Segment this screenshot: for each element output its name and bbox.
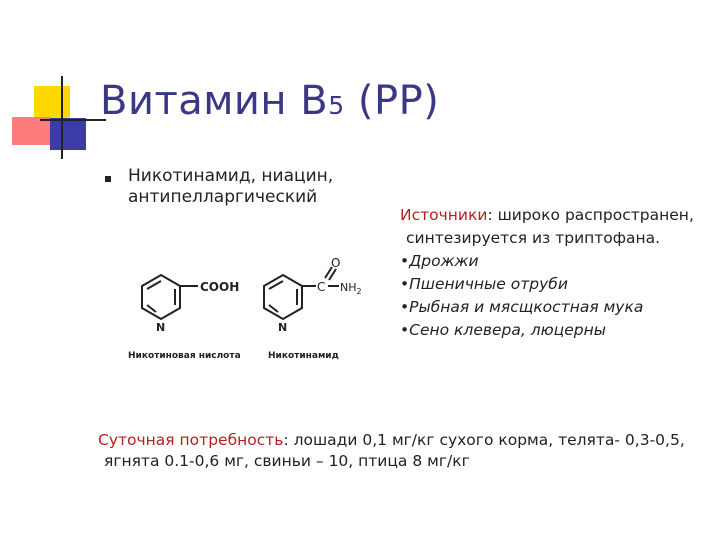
title-rest: (РР) — [344, 78, 440, 124]
source-item — [400, 273, 718, 296]
decor-vertical-line — [61, 76, 63, 159]
daily-line-1 — [98, 430, 713, 451]
sources-block — [400, 204, 718, 342]
sources-label: Источники — [400, 206, 488, 224]
source-item-text: Рыбная и мясщкостная мука — [409, 298, 644, 316]
caption-nicotinic-acid: Никотиновая нислота — [128, 351, 241, 361]
acid-group-label: COOH — [200, 280, 240, 294]
source-bullet: • — [400, 321, 410, 339]
nicotinamide-structure — [264, 267, 339, 319]
source-bullet: • — [400, 298, 410, 316]
title-subscript: 5 — [328, 91, 345, 120]
decor-horizontal-line — [40, 119, 106, 121]
nicotinic-acid-structure — [142, 275, 198, 319]
source-item-text: Дрожжи — [409, 252, 479, 270]
slide-title — [100, 78, 439, 124]
oxygen-label: O — [331, 256, 341, 270]
ring-nitrogen-label-2: N — [278, 321, 288, 334]
source-item — [400, 250, 718, 273]
names-line-1: Никотинамид, ниацин, — [128, 166, 334, 186]
daily-line-2: ягнята 0.1-0,6 мг, свиньи – 10, птица 8 мг/кг — [104, 452, 470, 470]
daily-line-1-rest: : лошади 0,1 мг/кг сухого корма, телята- 0,3-0,5, — [283, 431, 685, 449]
source-bullet: • — [400, 252, 410, 270]
decor-red-square — [12, 117, 50, 145]
caption-nicotinamide: Никотинамид — [268, 351, 339, 361]
sources-line-1 — [400, 204, 718, 227]
vitamin-names — [128, 166, 358, 208]
source-item-text: Сено клевера, люцерны — [409, 321, 606, 339]
carbon-label: C — [317, 280, 326, 294]
amide-subscript: 2 — [356, 287, 362, 296]
sources-line-1-rest: : широко распространен, — [487, 206, 694, 224]
daily-requirement — [98, 430, 713, 472]
decor-blue-square — [50, 118, 86, 150]
source-bullet: • — [400, 275, 410, 293]
source-item — [400, 296, 718, 319]
sources-line-2: синтезируется из триптофана. — [406, 229, 661, 247]
source-item-text: Пшеничные отруби — [409, 275, 568, 293]
names-line-2: антипелларгический — [128, 187, 318, 207]
ring-nitrogen-label-1: N — [156, 321, 166, 334]
amide-group-label — [340, 281, 362, 296]
source-item — [400, 319, 718, 342]
title-main: Витамин В — [100, 78, 329, 124]
daily-label: Суточная потребность — [98, 431, 284, 449]
bullet-square-icon — [105, 176, 111, 182]
amide-nh: NH — [340, 281, 357, 294]
